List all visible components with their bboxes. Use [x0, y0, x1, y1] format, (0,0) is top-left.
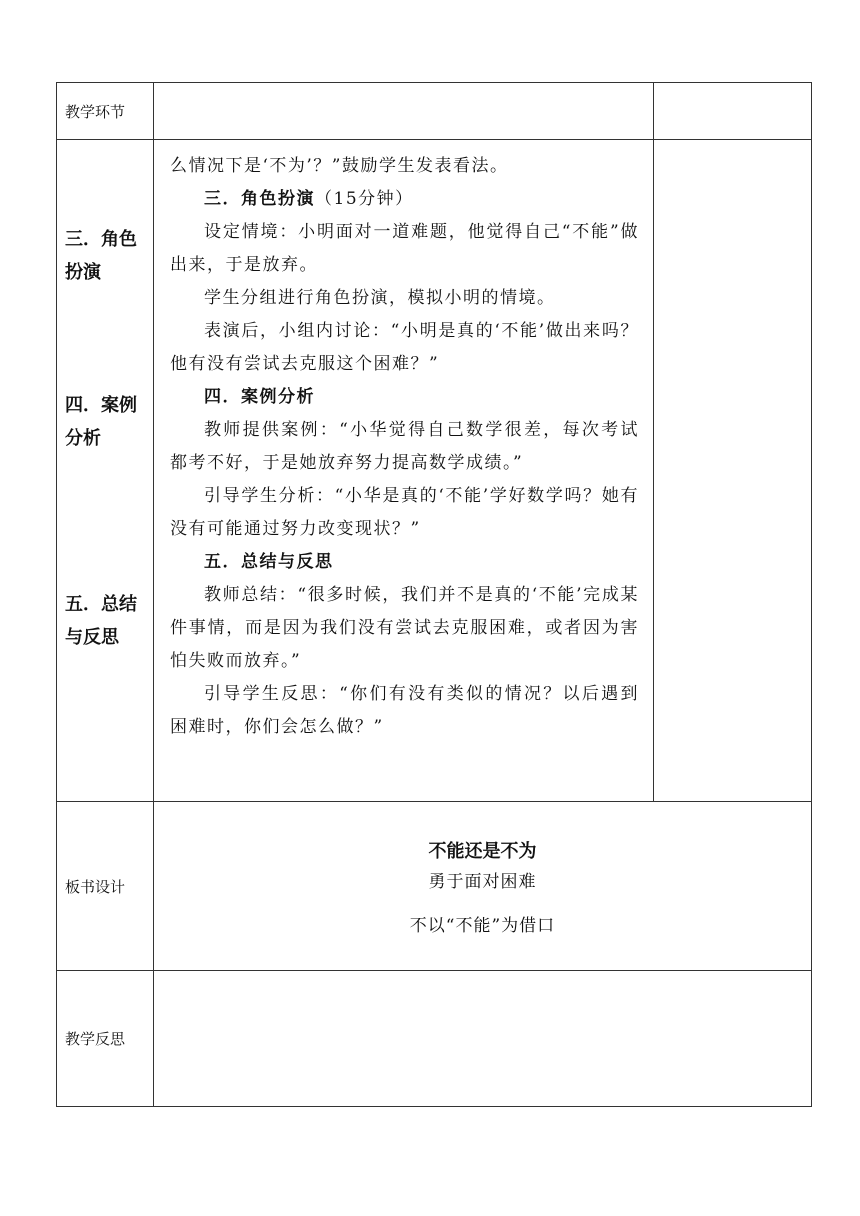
content-paragraph: 引导学生反思：“你们有没有类似的情况？以后遇到困难时，你们会怎么做？”	[170, 684, 639, 737]
section-heading	[170, 183, 639, 216]
section-heading	[170, 546, 639, 579]
section-heading-text: 三．角色扮演	[204, 189, 315, 209]
section-label-summary: 五．总结与反思	[65, 594, 137, 648]
board-design-cell	[154, 802, 812, 971]
board-line-2: 不以“不能”为借口	[409, 916, 556, 936]
section-label-case-analysis: 四．案例分析	[65, 395, 137, 449]
header-notes-cell	[654, 83, 812, 140]
content-paragraph: 教师提供案例：“小华觉得自己数学很差，每次考试都考不好，于是她放弃努力提高数学成绩。”	[170, 420, 639, 473]
section-label-cell	[57, 140, 154, 802]
board-row	[57, 802, 812, 971]
reflection-label: 教学反思	[57, 971, 154, 1107]
content-paragraph: 么情况下是‘不为’？”鼓励学生发表看法。	[170, 156, 509, 176]
section-label-role-play: 三．角色扮演	[65, 229, 137, 283]
content-body	[170, 150, 639, 744]
board-label: 板书设计	[57, 802, 154, 971]
notes-cell	[654, 140, 812, 802]
board-line-1: 勇于面对困难	[428, 872, 537, 892]
board-title: 不能还是不为	[428, 841, 537, 862]
content-paragraph: 学生分组进行角色扮演，模拟小明的情境。	[204, 288, 556, 308]
section-heading-text: 四．案例分析	[204, 387, 315, 407]
header-label: 教学环节	[57, 83, 154, 140]
header-content-cell	[154, 83, 654, 140]
body-row	[57, 140, 812, 802]
section-duration: （15分钟）	[315, 189, 414, 209]
lesson-plan-table	[56, 82, 812, 1107]
reflection-cell	[154, 971, 812, 1107]
content-paragraph: 表演后，小组内讨论：“小明是真的‘不能’做出来吗？他有没有尝试去克服这个困难？”	[170, 321, 639, 374]
section-heading-text: 五．总结与反思	[204, 552, 334, 572]
content-paragraph: 设定情境：小明面对一道难题，他觉得自己“不能”做出来，于是放弃。	[170, 222, 639, 275]
content-paragraph: 引导学生分析：“小华是真的‘不能’学好数学吗？她有没有可能通过努力改变现状？”	[170, 486, 639, 539]
content-paragraph: 教师总结：“很多时候，我们并不是真的‘不能’完成某件事情，而是因为我们没有尝试去克服困难，或者因为害怕失败而放弃。”	[170, 585, 639, 671]
section-heading	[170, 381, 639, 414]
reflection-row	[57, 971, 812, 1107]
content-cell	[154, 140, 654, 802]
header-row	[57, 83, 812, 140]
